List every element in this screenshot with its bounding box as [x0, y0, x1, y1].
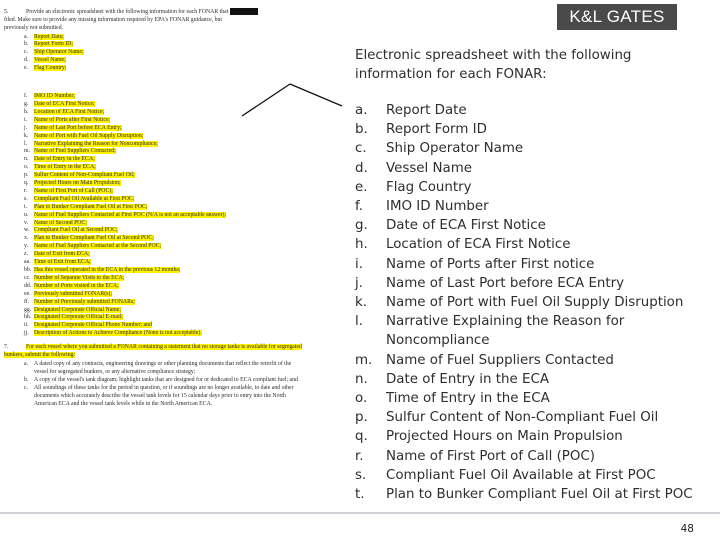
scan-question-number: 7. — [4, 344, 9, 351]
kl-gates-logo: K&L GATES — [557, 4, 677, 30]
callout-list-item — [355, 235, 705, 254]
scan-item-text: Name of Port with Fuel Oil Supply Disruption; — [34, 132, 144, 139]
callout-item-text: Sulfur Content of Non-Compliant Fuel Oil — [386, 410, 659, 426]
callout-item-text: Report Form ID — [386, 122, 487, 138]
callout-panel — [355, 46, 705, 504]
scan-item-text: Time of Exit from ECA; — [34, 259, 91, 266]
callout-list-item — [355, 159, 705, 178]
scan-question-7 — [4, 344, 304, 360]
callout-item-letter: n. — [355, 371, 368, 387]
scan-item-letter: ff. — [24, 298, 30, 305]
scan-item-letter: p. — [24, 172, 29, 179]
scan-item-letter: bb. — [24, 267, 32, 274]
scan-item-letter: n. — [24, 156, 29, 163]
scan-item-text: Projected Hours on Main Propulsion; — [34, 180, 121, 187]
callout-item-text: Date of ECA First Notice — [386, 218, 546, 234]
scan-list-item — [4, 65, 304, 73]
scan-list-item — [4, 125, 304, 133]
scan-item-text: Report Form ID; — [34, 41, 73, 48]
callout-item-letter: i. — [355, 256, 363, 272]
callout-list-item — [355, 120, 705, 139]
scan-list-item — [4, 196, 304, 204]
callout-item-text: Vessel Name — [386, 160, 473, 176]
scan-item-text: Name of Fuel Suppliers Contacted; — [34, 148, 116, 155]
scan-gap — [4, 73, 304, 93]
callout-item-text: Name of Ports after First notice — [386, 256, 595, 272]
redaction-bar — [230, 8, 258, 15]
callout-item-text: Plan to Bunker Compliant Fuel Oil at First POC — [386, 487, 693, 503]
scan-list-item — [4, 117, 304, 125]
callout-item-letter: q. — [355, 429, 368, 445]
scan-item-letter: b. — [24, 376, 29, 383]
scan-item-text: IMO ID Number; — [34, 93, 75, 100]
callout-item-text: Location of ECA First Notice — [386, 237, 571, 253]
callout-item-letter: r. — [355, 448, 364, 464]
callout-list-item — [355, 447, 705, 466]
scan-item-text: Vessel Name; — [34, 57, 66, 64]
scan-item-text: Number of Separate Visits to the ECA; — [34, 274, 125, 281]
callout-item-text: Name of Last Port before ECA Entry — [386, 275, 625, 291]
callout-item-text: IMO ID Number — [386, 199, 489, 215]
scan-item-letter: g. — [24, 100, 29, 107]
scan-item-letter: q. — [24, 180, 29, 187]
scan-item-text: Compliant Fuel Oil Available at First POC; — [34, 195, 135, 202]
callout-item-text: Name of Fuel Suppliers Contacted — [386, 352, 614, 368]
scan-item-letter: d. — [24, 57, 29, 64]
scan-list-item — [4, 299, 304, 307]
scan-list-item — [4, 275, 304, 283]
callout-list-item — [355, 101, 705, 120]
scan-list-item — [4, 93, 304, 101]
scan-intro-line-1: Provide an electronic spreadsheet with the following information for each FONAR that — [26, 8, 229, 15]
scan-item-letter: aa. — [24, 259, 31, 266]
callout-item-letter: k. — [355, 295, 368, 311]
callout-item-text: Name of Port with Fuel Oil Supply Disruption — [386, 295, 684, 311]
scan-item-text: Number of Ports visited in the ECA; — [34, 282, 119, 289]
callout-item-letter: e. — [355, 179, 368, 195]
callout-item-letter: f. — [355, 199, 363, 215]
callout-item-letter: p. — [355, 410, 368, 426]
scan-item-text: Ship Operator Name; — [34, 49, 84, 56]
scan-item-text: Name of Fuel Suppliers Contacted at the Second POC; — [34, 243, 162, 250]
scan-list-item — [4, 259, 304, 267]
scan-intro-line-2: filed. Make sure to provide any missing information required by EPA's FONAR guidance, but — [4, 16, 223, 23]
scan-item-text: Narrative Explaining the Reason for Noncompliance; — [34, 140, 158, 147]
scan-item-text: Sulfur Content of Non-Compliant Fuel Oil; — [34, 172, 135, 179]
scan-item-text: Name of Second POC; — [34, 219, 87, 226]
scan-item-letter: a. — [24, 360, 29, 367]
scan-item-letter: b. — [24, 41, 29, 48]
scan-item-text: Date of Entry in the ECA; — [34, 156, 95, 163]
scan-item-text: Name of Last Port before ECA Entry; — [34, 124, 122, 131]
scan-list-item — [4, 188, 304, 196]
scan-list-item — [4, 291, 304, 299]
scan-item-text: Date of Exit from ECA; — [34, 251, 90, 258]
callout-item-letter: o. — [355, 391, 368, 407]
scan-item-text: Designated Corporate Official Phone Number; and — [34, 322, 152, 329]
scan-item-letter: r. — [24, 187, 28, 194]
scan-item-letter: cc. — [24, 274, 31, 281]
callout-list-item — [355, 312, 705, 350]
scan-item-text: Has this vessel operated in the ECA in the previous 12 months; — [34, 267, 181, 274]
scan-item-letter: o. — [24, 164, 29, 171]
scan-item-letter: e. — [24, 65, 29, 72]
scan-q7-text: For each vessel where you submitted a FONAR containing a statement that no storage tanks is available for segregated bunkers, submit the following: — [4, 344, 302, 359]
scan-item-letter: x. — [24, 235, 29, 242]
callout-item-text: Ship Operator Name — [386, 141, 524, 157]
callout-item-text: Name of First Port of Call (POC) — [386, 448, 595, 464]
page-number: 48 — [680, 523, 694, 535]
callout-item-letter: b. — [355, 122, 368, 138]
scan-item-text: Name of Fuel Suppliers Contacted at First POC (N/A is not an acceptable answer); — [34, 211, 227, 218]
callout-list-item — [355, 139, 705, 158]
scan-list-item — [4, 212, 304, 220]
scan-item-letter: h. — [24, 108, 29, 115]
scan-item-text: Report Date; — [34, 33, 64, 40]
scan-item-letter: u. — [24, 211, 29, 218]
scan-item-letter: f. — [24, 93, 28, 100]
callout-item-text: Compliant Fuel Oil Available at First POC — [386, 467, 656, 483]
callout-item-text: Narrative Explaining the Reason for Noncompliance — [386, 314, 625, 349]
scan-item-letter: hh. — [24, 314, 32, 321]
scan-item-text: All soundings of these tanks for the period in question, or if soundings are no longer available, to date and other documents which accurately describe the vessel tank levels for 15 calendar days prior to entry into the North American ECA and the vessel tank levels while in the North American ECA. — [34, 384, 294, 407]
scan-item-letter: j. — [24, 124, 28, 131]
scan-list-item — [4, 101, 304, 109]
scan-item-text: Name of First Port of Call (POC); — [34, 187, 113, 194]
scan-list-item — [4, 283, 304, 291]
callout-list-item — [355, 389, 705, 408]
callout-list-item — [355, 178, 705, 197]
scan-item-text: Designated Corporate Official Name; — [34, 306, 121, 313]
scan-list-item — [4, 377, 304, 385]
callout-list-item — [355, 408, 705, 427]
callout-item-letter: c. — [355, 141, 367, 157]
scan-list-item — [4, 34, 304, 42]
scan-list-group-1 — [4, 34, 304, 74]
callout-list-item — [355, 351, 705, 370]
scan-item-text: Previously submitted FONAR(s); — [34, 290, 112, 297]
scan-list-item — [4, 251, 304, 259]
scan-question-number: 5. — [4, 8, 9, 15]
scan-list-item — [4, 330, 304, 338]
scanned-document-excerpt — [4, 8, 304, 513]
scan-item-letter: i. — [24, 116, 28, 123]
scan-item-letter: v. — [24, 219, 28, 226]
scan-item-text: Date of ECA First Notice; — [34, 100, 95, 107]
callout-list-item — [355, 427, 705, 446]
scan-item-text: Description of Actions to Achieve Compliance (None is not acceptable). — [34, 330, 202, 337]
scan-item-letter: c. — [24, 49, 29, 56]
scan-item-letter: w. — [24, 227, 30, 234]
scan-item-letter: t. — [24, 203, 28, 210]
callout-list-item — [355, 466, 705, 485]
callout-list-item — [355, 197, 705, 216]
callout-item-text: Date of Entry in the ECA — [386, 371, 549, 387]
scan-item-text: Name of Ports after First Notice; — [34, 116, 111, 123]
scan-item-letter: z. — [24, 251, 29, 258]
scan-item-letter: jj. — [24, 330, 29, 337]
scan-item-letter: m. — [24, 148, 30, 155]
callout-item-letter: g. — [355, 218, 368, 234]
scan-item-letter: ee. — [24, 290, 31, 297]
scan-item-text: Number of Previously submitted FONARs; — [34, 298, 135, 305]
callout-item-letter: t. — [355, 487, 365, 503]
callout-list-item — [355, 485, 705, 504]
scan-list-item — [4, 180, 304, 188]
callout-item-letter: l. — [355, 314, 363, 330]
scan-item-text: Location of ECA First Notice; — [34, 108, 105, 115]
scan-list-item — [4, 172, 304, 180]
scan-list-item — [4, 41, 304, 49]
scan-item-text: Flag Country; — [34, 65, 67, 72]
scan-list-item — [4, 267, 304, 275]
scan-item-text: Plan to Bunker Compliant Fuel Oil at First POC; — [34, 203, 148, 210]
callout-item-text: Report Date — [386, 103, 467, 118]
scan-list-item — [4, 385, 304, 409]
scan-intro — [4, 8, 304, 33]
scan-item-text: Plan to Bunker Compliant Fuel Oil at Second POC; — [34, 235, 154, 242]
scan-list-item — [4, 204, 304, 212]
callout-item-letter: s. — [355, 467, 367, 483]
scan-list-item — [4, 133, 304, 141]
callout-list-item — [355, 274, 705, 293]
callout-item-letter: a. — [355, 103, 368, 118]
scan-item-text: A copy of the vessel's tank diagram; highlight tanks that are designed for or dedicated to ECA compliant fuel; and — [34, 376, 298, 383]
callout-list — [355, 101, 705, 504]
scan-item-text: Time of Entry in the ECA; — [34, 164, 96, 171]
callout-item-text: Time of Entry in the ECA — [386, 391, 550, 407]
callout-list-item — [355, 293, 705, 312]
callout-item-letter: h. — [355, 237, 368, 253]
scan-item-text: Designated Corporate Official E-mail; — [34, 314, 123, 321]
scan-item-letter: k. — [24, 132, 29, 139]
scan-list-group-2 — [4, 93, 304, 338]
scan-list-item — [4, 57, 304, 65]
callout-item-letter: j. — [355, 275, 363, 291]
scan-item-letter: s. — [24, 195, 28, 202]
scan-item-text: Compliant Fuel Oil at Second POC; — [34, 227, 118, 234]
scan-intro-line-3: previously not submitted. — [4, 24, 64, 31]
scan-q7-items — [4, 361, 304, 408]
scan-list-item — [4, 361, 304, 377]
scan-item-letter: dd. — [24, 282, 32, 289]
scan-list-item — [4, 220, 304, 228]
callout-item-letter: d. — [355, 160, 368, 176]
callout-item-letter: m. — [355, 352, 373, 368]
scan-list-item — [4, 227, 304, 235]
scan-list-item — [4, 49, 304, 57]
scan-item-text: A dated copy of any contracts, engineering drawings or other planning documents that reflect the retrofit of the vessel for segregated bunkers, or any alternative compliance strategy; — [34, 360, 292, 375]
callout-heading: Electronic spreadsheet with the following information for each FONAR: — [355, 48, 632, 82]
callout-list-item — [355, 255, 705, 274]
callout-list-item — [355, 370, 705, 389]
footer-divider — [0, 512, 720, 514]
scan-item-letter: y. — [24, 243, 28, 250]
callout-item-text: Flag Country — [386, 179, 472, 195]
callout-item-text: Projected Hours on Main Propulsion — [386, 429, 623, 445]
scan-list-item — [4, 164, 304, 172]
callout-list-item — [355, 216, 705, 235]
scan-item-letter: l. — [24, 140, 28, 147]
scan-item-letter: c. — [24, 384, 29, 391]
scan-item-letter: a. — [24, 33, 29, 40]
scan-list-item — [4, 109, 304, 117]
scan-item-letter: ii. — [24, 322, 29, 329]
scan-item-letter: gg. — [24, 306, 32, 313]
